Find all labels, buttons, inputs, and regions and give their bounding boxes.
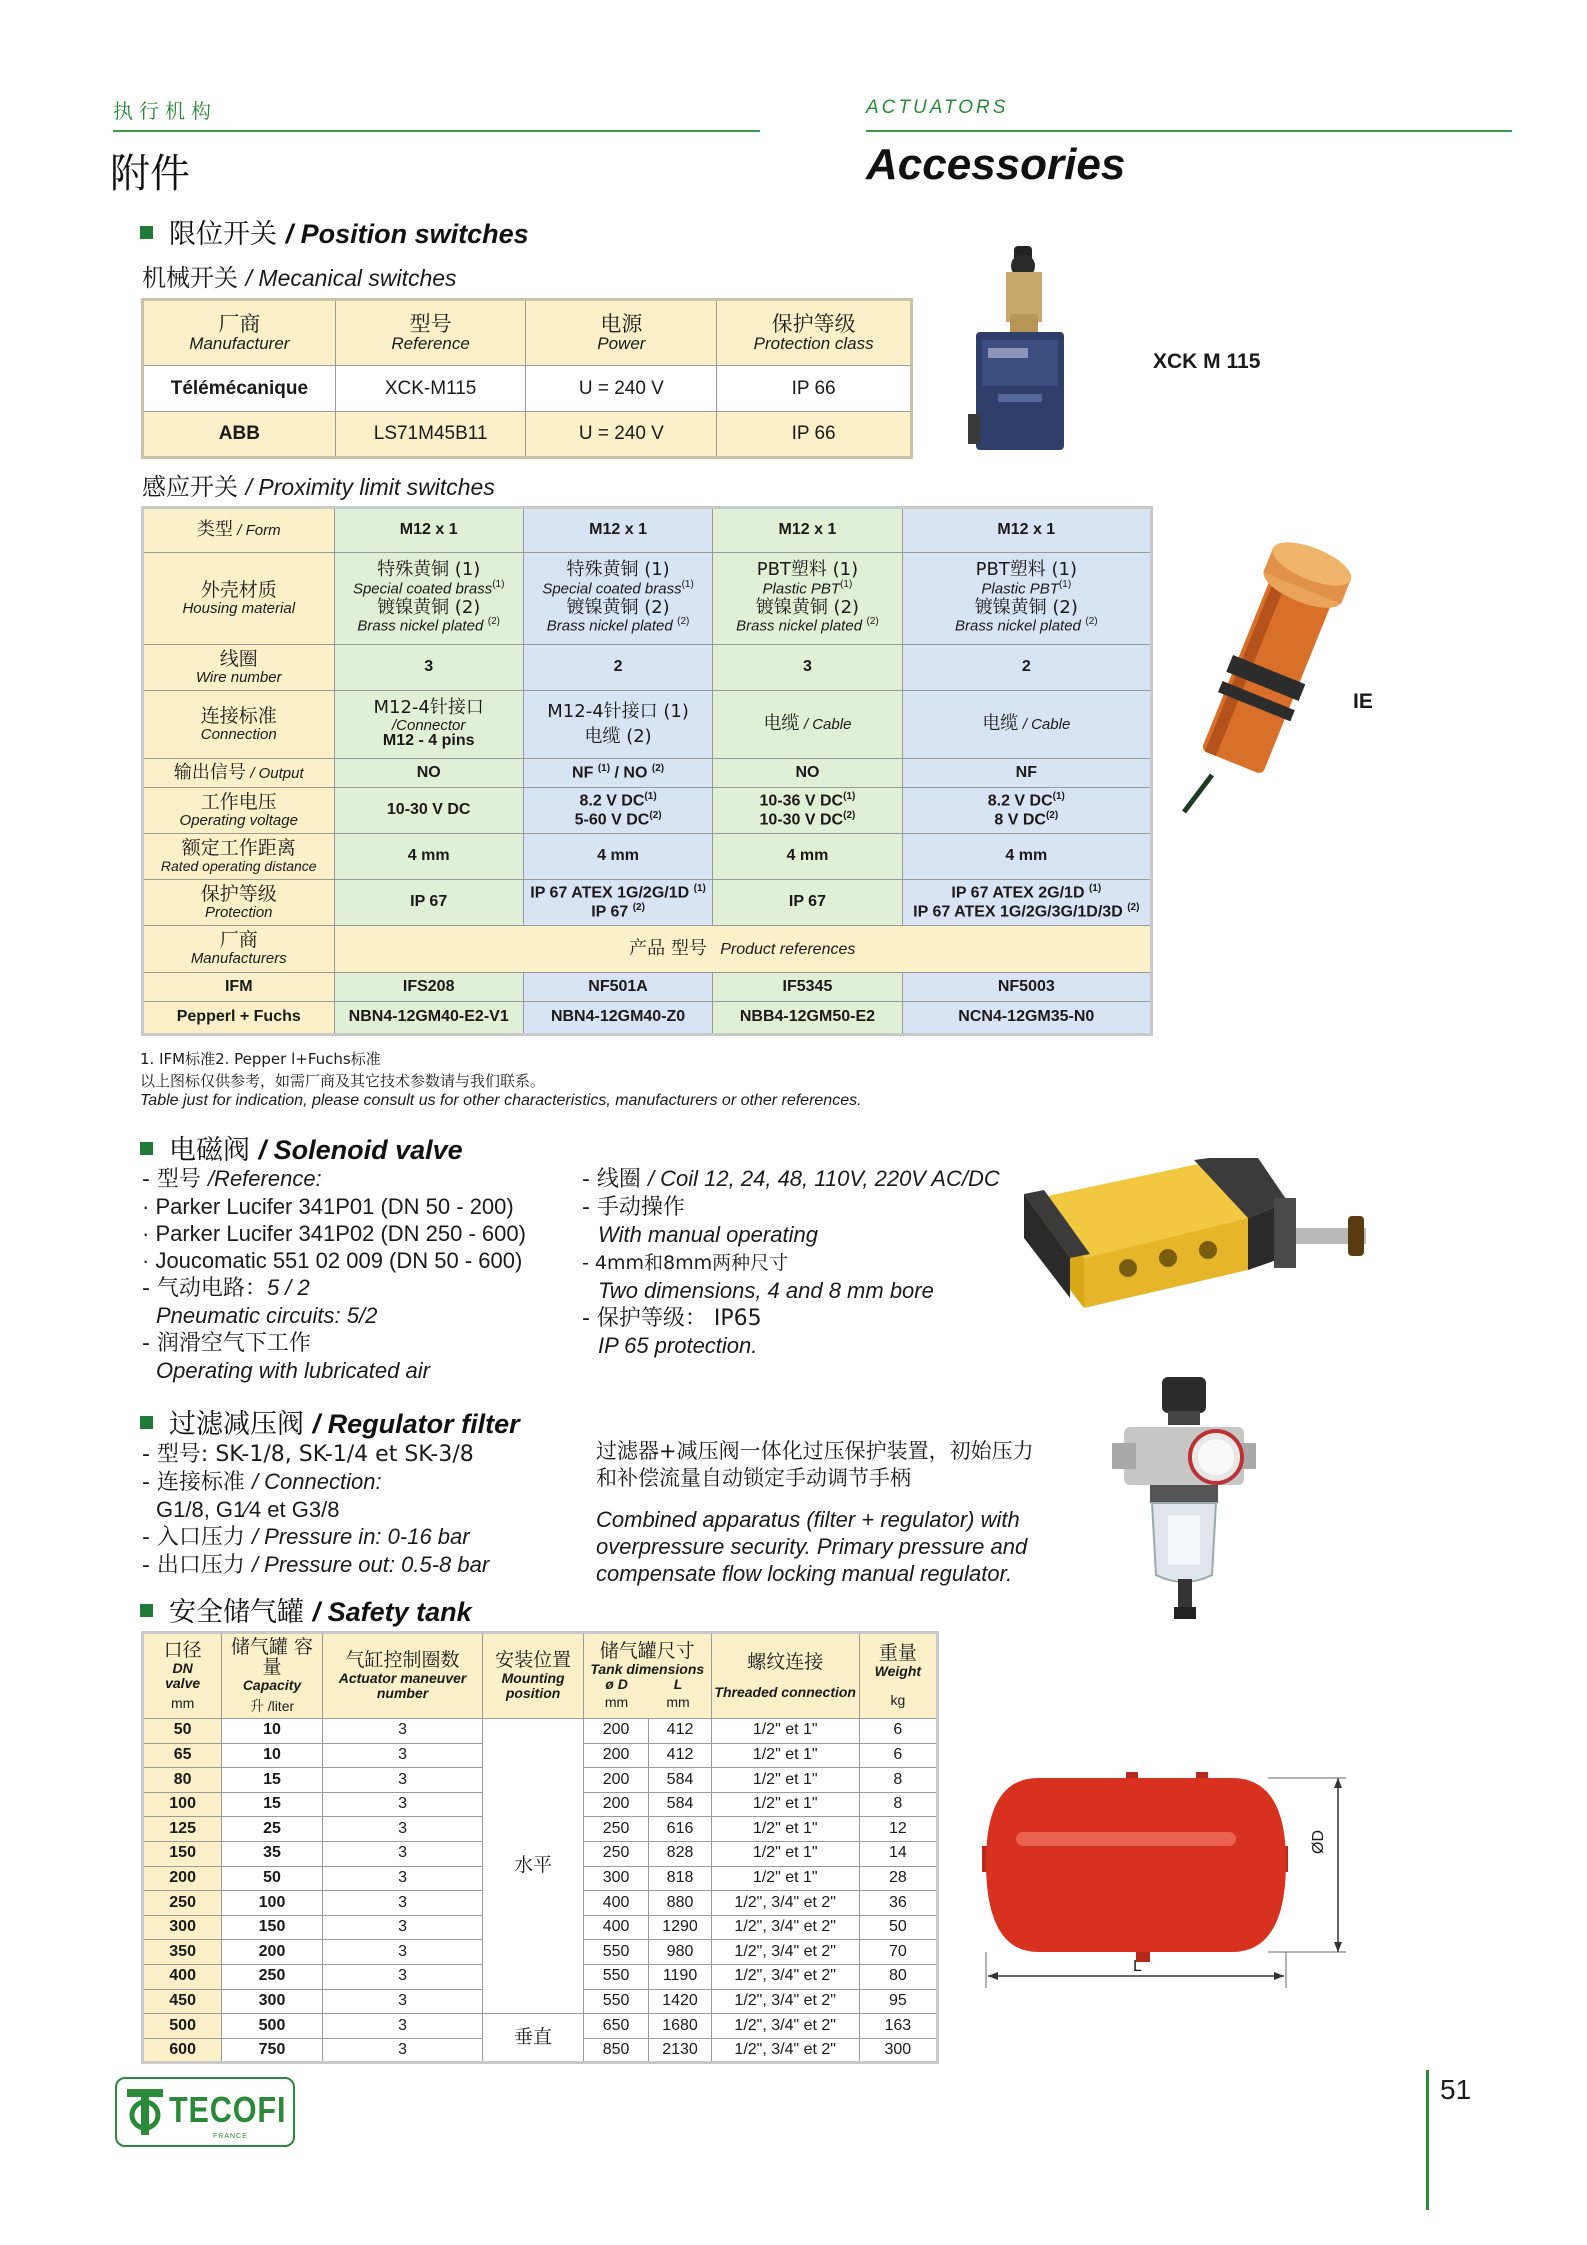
cell: 550 — [583, 1964, 649, 1989]
cell: 150 — [222, 1915, 322, 1940]
header-manufacturer: 厂商 Manufacturer — [143, 300, 336, 366]
page-title-en: Accessories — [866, 140, 1126, 189]
cell: IP 66 — [717, 366, 912, 412]
cell: 3 — [322, 1940, 483, 1965]
cell: 3 — [713, 645, 902, 691]
header-actuator: 气缸控制圈数 Actuator maneuver number — [322, 1633, 483, 1719]
cell: 50 — [859, 1915, 937, 1940]
cell: 818 — [649, 1866, 711, 1891]
cell: 100 — [143, 1792, 222, 1817]
cell: 3 — [322, 1768, 483, 1793]
cell: 500 — [143, 2014, 222, 2039]
section-title-en: / Position switches — [285, 219, 529, 249]
regulator-description: 过滤器+减压阀一体化过压保护装置，初始压力 和补偿流量自动锁定手动调节手柄 Combined apparatus (filter + regulator) with overpressure security. Primary pressure and compensate flow locking manual regulator. — [596, 1439, 1034, 1586]
switch-image-label: XCK M 115 — [1153, 350, 1261, 373]
cell: NBN4-12GM40-E2-V1 — [334, 1002, 523, 1035]
cell: 550 — [583, 1940, 649, 1965]
page-title-cn: 附件 — [110, 151, 190, 197]
cell: 100 — [222, 1891, 322, 1916]
mounting-vertical: 垂直 — [483, 2014, 583, 2063]
label-form: 类型 / Form — [143, 508, 335, 553]
cell-connection-2: M12-4针接口 (1) 电缆 (2) — [523, 691, 712, 759]
header-weight: 重量 Weight kg — [859, 1633, 937, 1719]
cell: 2 — [902, 645, 1151, 691]
proximity-sensor-image — [1172, 520, 1352, 820]
label-distance: 额定工作距离 Rated operating distance — [143, 834, 335, 880]
section-safety-tank — [140, 1590, 472, 1629]
cell: 500 — [222, 2014, 322, 2039]
cell: 3 — [322, 1866, 483, 1891]
cell: M12 x 1 — [523, 508, 712, 553]
tecofi-logo-icon — [125, 2087, 165, 2139]
cell: 80 — [143, 1768, 222, 1793]
table-row — [143, 2014, 938, 2039]
label-voltage: 工作电压 Operating voltage — [143, 788, 335, 834]
cell: 3 — [322, 2014, 483, 2039]
cell: U = 240 V — [526, 412, 717, 458]
cell: 1/2", 3/4" et 2" — [711, 1964, 859, 1989]
section-title-cn: 安全储气罐 — [169, 1597, 304, 1628]
cell-output-2: NF $^{(1)}$ / NO $^{(2)}$ — [523, 759, 712, 788]
cell: 200 — [143, 1866, 222, 1891]
subsection-mechanical — [142, 258, 457, 293]
cell: 3 — [322, 1964, 483, 1989]
cell: NF501A — [523, 973, 712, 1002]
brand-name: TECOFI — [169, 2089, 287, 2130]
cell: 36 — [859, 1891, 937, 1916]
tank-dimension-l: L — [1133, 1958, 1142, 1975]
cell: 6 — [859, 1719, 937, 1744]
solenoid-spec-right: - 线圈 / Coil 12, 24, 48, 110V, 220V AC/DC - 手动操作 With manual operating - 4mm和8mm两种尺寸 Two dimensions, 4 and 8 mm bore - 保护等级： IP65 IP 65 protection. — [582, 1166, 1000, 1358]
cell: 250 — [143, 1891, 222, 1916]
cell: 584 — [649, 1768, 711, 1793]
cell: 412 — [649, 1719, 711, 1744]
cell: 1/2", 3/4" et 2" — [711, 1891, 859, 1916]
mechanical-switches-table — [141, 298, 913, 459]
cell: 250 — [583, 1817, 649, 1842]
cell: 50 — [222, 1866, 322, 1891]
cell: 300 — [583, 1866, 649, 1891]
cell-housing-3: PBT塑料 (1) Plastic PBT$^{(1)}$ 镀镍黄铜 (2) Brass nickel plated $^{(2)}$ — [713, 553, 902, 645]
cell: 3 — [322, 1841, 483, 1866]
cell-voltage-4: 8.2 V DC$^{(1)}$ 8 V DC$^{(2)}$ — [902, 788, 1151, 834]
category-cn: 执行机构 — [113, 99, 217, 123]
cell: 1290 — [649, 1915, 711, 1940]
cell: 15 — [222, 1768, 322, 1793]
product-references-header: 产品 型号 Product references — [334, 926, 1152, 973]
label-output: 输出信号 / Output — [143, 759, 335, 788]
cell: 1/2" et 1" — [711, 1768, 859, 1793]
table-note-1: 1. IFM标准2. Pepper l+Fuchs标准 — [140, 1050, 381, 1068]
row-voltage — [143, 788, 1152, 834]
cell: 200 — [583, 1719, 649, 1744]
cell: NCN4-12GM35-N0 — [902, 1002, 1151, 1035]
label-manufacturers: 厂商 Manufacturers — [143, 926, 335, 973]
cell: XCK-M115 — [335, 366, 526, 412]
cell: 600 — [143, 2038, 222, 2063]
cell-housing-1: 特殊黄铜 (1) Special coated brass$^{(1)}$ 镀镍黄铜 (2) Brass nickel plated $^{(2)}$ — [334, 553, 523, 645]
cell: 4 mm — [334, 834, 523, 880]
cell: 584 — [649, 1792, 711, 1817]
header-power: 电源 Power — [526, 300, 717, 366]
cell: 1/2" et 1" — [711, 1841, 859, 1866]
cell: 2130 — [649, 2038, 711, 2063]
category-en: ACTUATORS — [866, 97, 1009, 118]
row-protection — [143, 880, 1152, 926]
table-row — [143, 366, 912, 412]
brand-sub: FRANCE — [213, 2133, 248, 2140]
cell: 3 — [322, 1915, 483, 1940]
bullet-square-icon — [140, 1416, 153, 1429]
cell: 250 — [583, 1841, 649, 1866]
header-connection: 螺纹连接 Threaded connection — [711, 1633, 859, 1719]
cell: 3 — [322, 1817, 483, 1842]
tank-diagram — [968, 1762, 1348, 2002]
proximity-switches-table — [141, 506, 1153, 1036]
row-connection — [143, 691, 1152, 759]
section-title-cn: 电磁阀 — [169, 1135, 250, 1166]
label-protection: 保护等级 Protection — [143, 880, 335, 926]
label-pepperl: Pepperl + Fuchs — [143, 1002, 335, 1035]
cell: 616 — [649, 1817, 711, 1842]
cell: 300 — [222, 1989, 322, 2014]
table-note-3: Table just for indication, please consult us for other characteristics, manufacturers or other references. — [140, 1092, 862, 1109]
cell: 300 — [143, 1915, 222, 1940]
bullet-square-icon — [140, 1142, 153, 1155]
header-mounting: 安装位置 Mounting position — [483, 1633, 583, 1719]
cell: 1/2", 3/4" et 2" — [711, 1915, 859, 1940]
subsection-title-en: / Mecanical switches — [245, 265, 457, 291]
cell: 10-30 V DC — [334, 788, 523, 834]
header-rule-left — [113, 130, 760, 132]
cell: 50 — [143, 1719, 222, 1744]
cell: 25 — [222, 1817, 322, 1842]
subsection-proximity — [142, 467, 495, 502]
cell: 65 — [143, 1743, 222, 1768]
cell-connection-3: 电缆 / Cable — [713, 691, 902, 759]
row-distance — [143, 834, 1152, 880]
section-title-en: / Safety tank — [312, 1597, 472, 1627]
row-manufacturers — [143, 926, 1152, 973]
cell-voltage-2: 8.2 V DC$^{(1)}$ 5-60 V DC$^{(2)}$ — [523, 788, 712, 834]
cell: 80 — [859, 1964, 937, 1989]
cell-housing-4: PBT塑料 (1) Plastic PBT$^{(1)}$ 镀镍黄铜 (2) Brass nickel plated $^{(2)}$ — [902, 553, 1151, 645]
cell: IP 67 — [334, 880, 523, 926]
section-title-cn: 限位开关 — [169, 219, 277, 250]
cell: 450 — [143, 1989, 222, 2014]
cell: 1680 — [649, 2014, 711, 2039]
solenoid-valve-image — [1018, 1158, 1398, 1310]
header-capacity: 储气罐 容量 Capacity 升 /liter — [222, 1633, 322, 1719]
header-dimensions: 储气罐尺寸 Tank dimensions ø D mm L mm — [583, 1633, 711, 1719]
cell: NO — [334, 759, 523, 788]
cell: 3 — [322, 1792, 483, 1817]
subsection-title-en: / Proximity limit switches — [245, 474, 495, 500]
row-form — [143, 508, 1152, 553]
cell: 1/2" et 1" — [711, 1743, 859, 1768]
cell: 980 — [649, 1940, 711, 1965]
solenoid-spec-left: - 型号 /Reference: · Parker Lucifer 341P01 (DN 50 - 200) · Parker Lucifer 341P02 (DN 250 - 600) · Joucomatic 551 02 009 (DN 50 - 600) - 气动电路：5 / 2 Pneumatic circuits: 5/2 - 润滑空气下工作 Operating with lubricated air — [142, 1166, 526, 1383]
cell: LS71M45B11 — [335, 412, 526, 458]
safety-tank-table — [141, 1631, 939, 2064]
cell-protection-2: IP 67 ATEX 1G/2G/1D $^{(1)}$ IP 67 $^{(2)}$ — [523, 880, 712, 926]
cell: 850 — [583, 2038, 649, 2063]
cell: 750 — [222, 2038, 322, 2063]
header-reference: 型号 Reference — [335, 300, 526, 366]
cell: NBB4-12GM50-E2 — [713, 1002, 902, 1035]
cell: 35 — [222, 1841, 322, 1866]
section-title-cn: 过滤减压阀 — [169, 1409, 304, 1440]
table-row — [143, 1719, 938, 1744]
bullet-square-icon — [140, 1604, 153, 1617]
cell: 1/2" et 1" — [711, 1817, 859, 1842]
header-dn: 口径 DN valve mm — [143, 1633, 222, 1719]
cell: 200 — [583, 1743, 649, 1768]
cell: 3 — [322, 1743, 483, 1768]
row-output — [143, 759, 1152, 788]
label-connection: 连接标准 Connection — [143, 691, 335, 759]
cell: 350 — [143, 1940, 222, 1965]
cell: 4 mm — [523, 834, 712, 880]
label-ifm: IFM — [143, 973, 335, 1002]
cell: 95 — [859, 1989, 937, 2014]
cell: 200 — [583, 1792, 649, 1817]
cell: 12 — [859, 1817, 937, 1842]
cell: 6 — [859, 1743, 937, 1768]
cell: 1/2", 3/4" et 2" — [711, 2038, 859, 2063]
cell: 200 — [583, 1768, 649, 1793]
subsection-title-cn: 机械开关 — [142, 264, 238, 292]
cell: 400 — [583, 1891, 649, 1916]
table-row — [143, 412, 912, 458]
regulator-spec-left: - 型号: SK-1/8, SK-1/4 et SK-3/8 - 连接标准 / Connection: G1/8, G1⁄4 et G3/8 - 入口压力 / Pressure in: 0-16 bar - 出口压力 / Pressure out: 0.5-8 bar — [142, 1442, 490, 1578]
cell: NO — [713, 759, 902, 788]
cell: 163 — [859, 2014, 937, 2039]
cell: NF — [902, 759, 1151, 788]
cell: 4 mm — [902, 834, 1151, 880]
label-wire: 线圈 Wire number — [143, 645, 335, 691]
cell: 10 — [222, 1719, 322, 1744]
cell: 1190 — [649, 1964, 711, 1989]
mounting-horizontal: 水平 — [483, 1719, 583, 2014]
cell: 412 — [649, 1743, 711, 1768]
proximity-image-label: IE — [1353, 690, 1373, 713]
cell: NF5003 — [902, 973, 1151, 1002]
cell: NBN4-12GM40-Z0 — [523, 1002, 712, 1035]
cell: 400 — [583, 1915, 649, 1940]
cell: 828 — [649, 1841, 711, 1866]
limit-switch-image — [968, 244, 1072, 456]
label-housing: 外壳材质 Housing material — [143, 553, 335, 645]
cell: M12 x 1 — [713, 508, 902, 553]
section-title-en: / Regulator filter — [312, 1409, 520, 1439]
cell: 8 — [859, 1768, 937, 1793]
cell: 550 — [583, 1989, 649, 2014]
tank-dimension-d: ØD — [1310, 1830, 1327, 1854]
cell: 28 — [859, 1866, 937, 1891]
cell: 1/2" et 1" — [711, 1866, 859, 1891]
cell: 8 — [859, 1792, 937, 1817]
cell: 150 — [143, 1841, 222, 1866]
cell: 1420 — [649, 1989, 711, 2014]
cell: 3 — [322, 2038, 483, 2063]
cell: 2 — [523, 645, 712, 691]
regulator-filter-image — [1094, 1375, 1274, 1635]
cell: 4 mm — [713, 834, 902, 880]
cell: U = 240 V — [526, 366, 717, 412]
cell: 250 — [222, 1964, 322, 1989]
row-wire — [143, 645, 1152, 691]
cell: 70 — [859, 1940, 937, 1965]
cell: 650 — [583, 2014, 649, 2039]
cell: M12 x 1 — [334, 508, 523, 553]
cell: 15 — [222, 1792, 322, 1817]
table-header — [143, 1633, 938, 1719]
tecofi-logo — [115, 2077, 295, 2147]
cell: 1/2", 3/4" et 2" — [711, 2014, 859, 2039]
section-regulator — [140, 1402, 520, 1441]
subsection-title-cn: 感应开关 — [142, 473, 238, 501]
cell: IP 66 — [717, 412, 912, 458]
cell: 125 — [143, 1817, 222, 1842]
cell: 3 — [322, 1891, 483, 1916]
cell: 3 — [334, 645, 523, 691]
cell: IF5345 — [713, 973, 902, 1002]
cell-connection-1: M12-4针接口 /Connector M12 - 4 pins — [334, 691, 523, 759]
section-solenoid — [140, 1128, 463, 1167]
table-note-2: 以上图标仅供参考，如需厂商及其它技术参数请与我们联系。 — [140, 1072, 546, 1090]
cell: 400 — [143, 1964, 222, 1989]
cell-voltage-3: 10-36 V DC$^{(1)}$ 10-30 V DC$^{(2)}$ — [713, 788, 902, 834]
cell: M12 x 1 — [902, 508, 1151, 553]
cell: 14 — [859, 1841, 937, 1866]
page-number-rule — [1426, 2070, 1429, 2210]
section-title-en: / Solenoid valve — [258, 1135, 463, 1165]
page-number: 51 — [1440, 2074, 1472, 2105]
header-rule-right — [866, 130, 1512, 132]
bullet-square-icon — [140, 226, 153, 239]
cell-protection-4: IP 67 ATEX 2G/1D $^{(1)}$ IP 67 ATEX 1G/2G/3G/1D/3D $^{(2)}$ — [902, 880, 1151, 926]
cell: 1/2", 3/4" et 2" — [711, 1940, 859, 1965]
cell: 300 — [859, 2038, 937, 2063]
cell: ABB — [143, 412, 336, 458]
row-pepperl — [143, 1002, 1152, 1035]
cell: IFS208 — [334, 973, 523, 1002]
row-housing — [143, 553, 1152, 645]
cell: 10 — [222, 1743, 322, 1768]
cell: 880 — [649, 1891, 711, 1916]
header-protection: 保护等级 Protection class — [717, 300, 912, 366]
cell: 200 — [222, 1940, 322, 1965]
cell: 1/2" et 1" — [711, 1719, 859, 1744]
cell: 1/2", 3/4" et 2" — [711, 1989, 859, 2014]
cell: Télémécanique — [143, 366, 336, 412]
row-ifm — [143, 973, 1152, 1002]
cell: IP 67 — [713, 880, 902, 926]
cell: 3 — [322, 1719, 483, 1744]
cell-housing-2: 特殊黄铜 (1) Special coated brass$^{(1)}$ 镀镍黄铜 (2) Brass nickel plated $^{(2)}$ — [523, 553, 712, 645]
cell: 1/2" et 1" — [711, 1792, 859, 1817]
cell-connection-4: 电缆 / Cable — [902, 691, 1151, 759]
cell: 3 — [322, 1989, 483, 2014]
section-position-switches — [140, 212, 529, 251]
